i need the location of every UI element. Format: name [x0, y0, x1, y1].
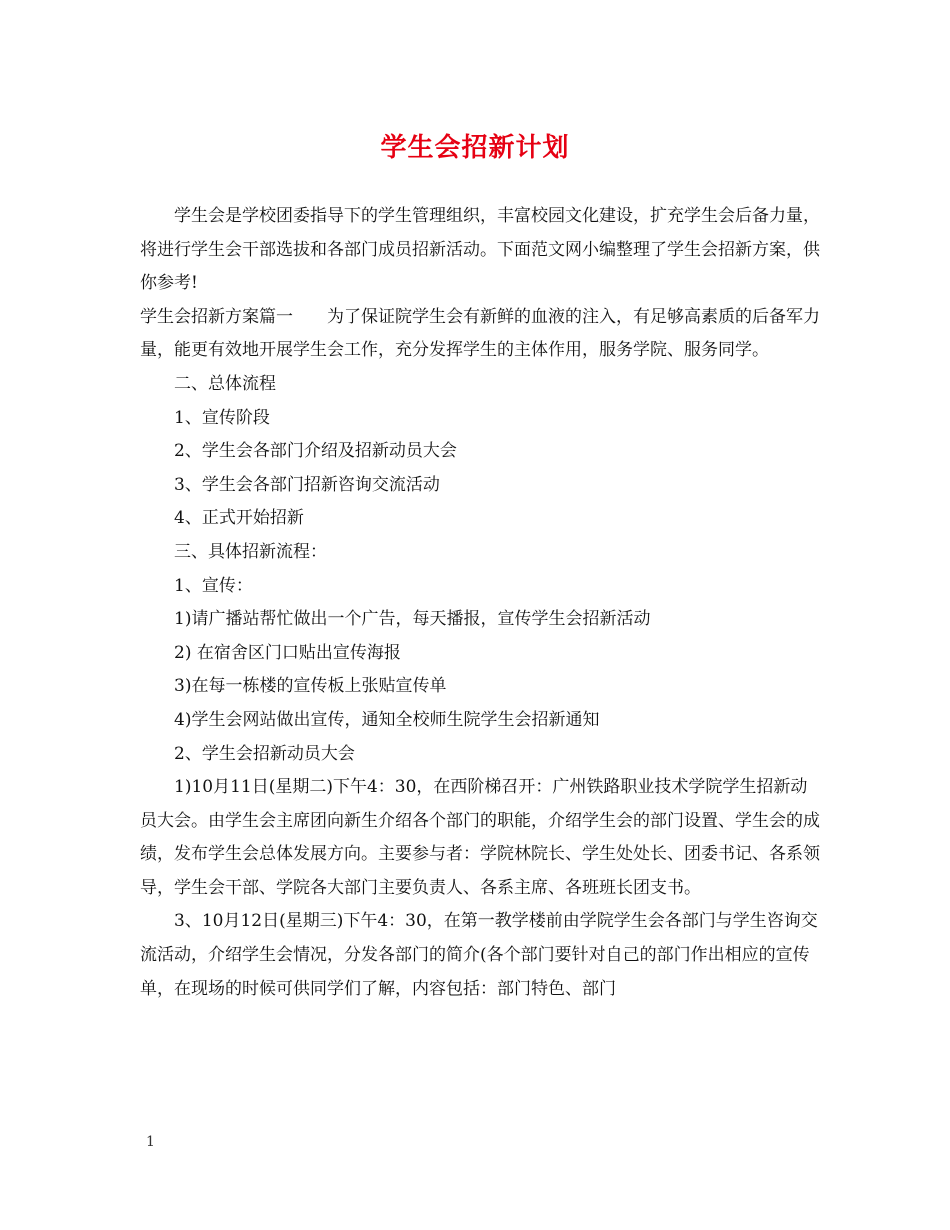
plan-label: 学生会招新方案篇一 [140, 306, 293, 327]
mobilization-heading: 2、学生会招新动员大会 [174, 743, 355, 764]
publicity-item-1: 1)请广播站帮忙做出一个广告，每天播报，宣传学生会招新活动 [174, 609, 651, 630]
plan-paragraph [140, 301, 820, 368]
publicity-item-4: 4)学生会网站做出宣传，通知全校师生院学生会招新通知 [174, 709, 600, 730]
mobilization-paragraph: 1)10月11日(星期二)下午4：30，在西阶梯召开：广州铁路职业技术学院学生招新动员大会。由学生会主席团向新生介绍各个部门的职能，介绍学生会的部门设置、学生会的成绩，发布学生会总体发展方向。主要参与者：学院林院长、学生处处长、团委书记、各系领导，学生会干部、学院各大部门主要负责人、各系主席、各班班长团支书。 [140, 777, 820, 898]
publicity-heading: 1、宣传： [174, 575, 253, 596]
overall-item-4: 4、正式开始招新 [174, 508, 304, 529]
intro-paragraph: 学生会是学校团委指导下的学生管理组织，丰富校园文化建设，扩充学生会后备力量，将进行学生会干部选拔和各部门成员招新活动。下面范文网小编整理了学生会招新方案，供你参考! [140, 206, 820, 294]
publicity-item-3: 3)在每一栋楼的宣传板上张贴宣传单 [174, 676, 447, 697]
overall-item-2: 2、学生会各部门介绍及招新动员大会 [174, 441, 457, 462]
publicity-item-2: 2) 在宿舍区门口贴出宣传海报 [174, 642, 401, 663]
consultation-paragraph: 3、10月12日(星期三)下午4：30，在第一教学楼前由学院学生会各部门与学生咨询交流活动，介绍学生会情况，分发各部门的简介(各个部门要针对自己的部门作出相应的宣传单，在现场的时候可供同学们了解，内容包括：部门特色、部门 [140, 911, 818, 999]
overall-item-1: 1、宣传阶段 [174, 407, 270, 428]
plan-text: 为了保证院学生会有新鲜的血液的注入，有足够高素质的后备军力量，能更有效地开展学生会工作，充分发挥学生的主体作用，服务学院、服务同学。 [140, 306, 820, 361]
document-body [140, 200, 820, 1006]
overall-heading: 二、总体流程 [174, 373, 276, 394]
specific-heading: 三、具体招新流程： [174, 541, 327, 562]
overall-item-3: 3、学生会各部门招新咨询交流活动 [174, 474, 440, 495]
page-number: 1 [146, 1134, 155, 1150]
page-title: 学生会招新计划 [380, 133, 570, 163]
